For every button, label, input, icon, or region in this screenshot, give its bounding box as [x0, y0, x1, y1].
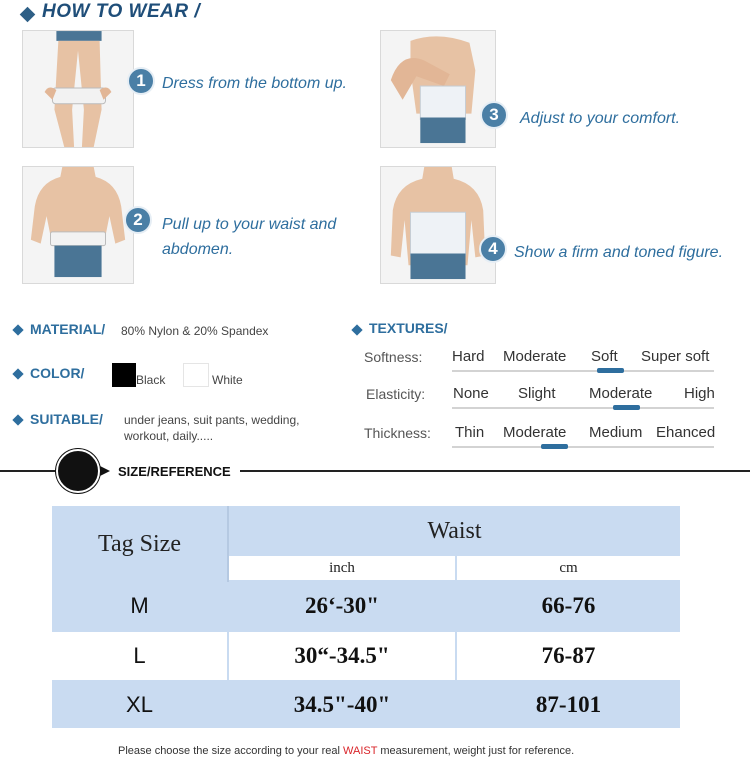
thickness-label: Thickness:	[364, 425, 431, 441]
step-4-text: Show a firm and toned figure.	[514, 244, 724, 261]
size-reference-title: SIZE/REFERENCE	[114, 464, 235, 479]
size-note	[118, 745, 574, 757]
material-label: MATERIAL/	[30, 321, 106, 337]
step-2-text-line2: abdomen.	[162, 241, 234, 258]
step-1-text: Dress from the bottom up.	[162, 75, 347, 92]
color-black-label: Black	[136, 373, 166, 387]
softness-option-hard: Hard	[452, 348, 485, 365]
elasticity-option-slight: Slight	[518, 385, 556, 402]
waist-header: Waist	[427, 517, 482, 544]
elasticity-selected-marker	[613, 405, 640, 410]
size-m-label: M	[130, 593, 149, 618]
thickness-selected-marker	[541, 444, 568, 449]
size-xl-cm: 87-101	[535, 692, 602, 717]
material-value: 80% Nylon & 20% Spandex	[121, 324, 269, 338]
softness-label: Softness:	[364, 349, 423, 365]
thickness-option-thin: Thin	[455, 424, 485, 441]
color-swatch-white[interactable]	[183, 363, 209, 387]
softness-option-soft: Soft	[591, 348, 618, 365]
suitable-value-line1: under jeans, suit pants, wedding,	[124, 413, 300, 427]
size-note-highlight: WAIST	[343, 745, 378, 757]
step-2-text-line1: Pull up to your waist and	[162, 216, 337, 233]
thickness-scale-line	[452, 446, 714, 448]
step-3-text: Adjust to your comfort.	[520, 110, 681, 127]
step-1-number: 1	[127, 67, 155, 95]
softness-option-super-soft: Super soft	[641, 348, 710, 365]
textures-title: TEXTURES/	[369, 320, 448, 336]
step-4-photo	[380, 166, 496, 284]
color-label: COLOR/	[30, 365, 85, 381]
elasticity-label: Elasticity:	[366, 386, 426, 402]
elasticity-scale-line	[452, 407, 714, 409]
size-l-cm: 76-87	[457, 632, 680, 680]
elasticity-option-high: High	[684, 385, 715, 402]
softness-option-moderate: Moderate	[503, 348, 567, 365]
textures-diamond-icon	[351, 324, 362, 335]
color-swatch-black[interactable]	[112, 363, 136, 387]
size-reference-divider-right	[240, 470, 750, 472]
size-table	[52, 506, 680, 728]
step-3-number: 3	[480, 101, 508, 129]
color-diamond-icon	[12, 368, 23, 379]
step-2-number: 2	[124, 206, 152, 234]
suitable-value-line2: workout, daily.....	[124, 429, 214, 443]
how-to-wear-title: HOW TO WEAR /	[42, 1, 201, 22]
size-l-inch: 30“-34.5"	[229, 632, 455, 680]
size-xl-label: XL	[126, 692, 153, 717]
color-white-label: White	[212, 373, 243, 387]
size-note-after: measurement, weight just for reference.	[377, 745, 575, 757]
thickness-option-medium: Medium	[589, 424, 643, 441]
diamond-icon	[20, 7, 36, 23]
size-xl-inch: 34.5"-40"	[293, 692, 391, 717]
suitable-diamond-icon	[12, 414, 23, 425]
material-diamond-icon	[12, 324, 23, 335]
tag-size-header: Tag Size	[98, 530, 181, 557]
cm-header: cm	[457, 556, 680, 580]
size-l-label: L	[52, 632, 227, 680]
suitable-label: SUITABLE/	[30, 411, 103, 427]
step-2-photo	[22, 166, 134, 284]
brand-logo	[56, 449, 100, 493]
thickness-option-ehanced: Ehanced	[656, 424, 716, 441]
thickness-option-moderate: Moderate	[503, 424, 567, 441]
size-m-inch: 26‘-30"	[304, 593, 380, 618]
size-note-before: Please choose the size according to your real	[118, 745, 344, 757]
size-reference-divider-left	[0, 470, 60, 472]
softness-selected-marker	[597, 368, 624, 373]
softness-scale-line	[452, 370, 714, 372]
size-m-cm: 66-76	[541, 593, 596, 618]
inch-header: inch	[229, 556, 455, 580]
step-3-photo	[380, 30, 496, 148]
elasticity-option-none: None	[453, 385, 489, 402]
elasticity-option-moderate: Moderate	[589, 385, 653, 402]
step-1-photo	[22, 30, 134, 148]
step-4-number: 4	[479, 235, 507, 263]
logo-tail	[100, 466, 110, 476]
